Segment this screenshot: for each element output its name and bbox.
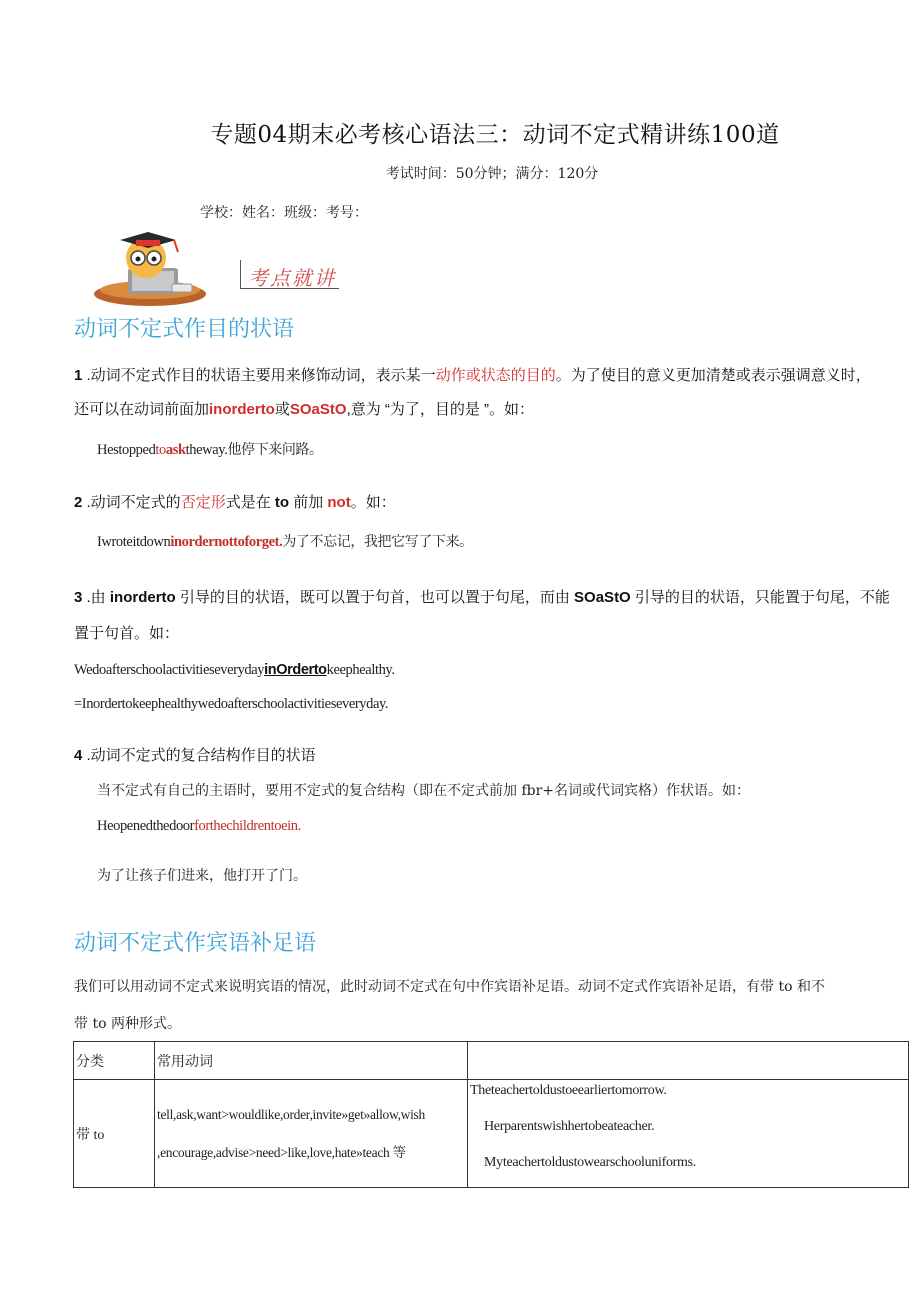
section-heading-complement: 动词不定式作宾语补足语 xyxy=(74,931,317,956)
table-cell-examples xyxy=(468,1080,909,1188)
item-text: 引导的目的状语，只能置于句尾，不能 xyxy=(630,589,890,606)
table-header-cell xyxy=(468,1042,909,1080)
table-header-cell: 常用动词 xyxy=(155,1042,468,1080)
section2-intro-line1: 我们可以用动词不定式来说明宾语的情况，此时动词不定式在句中作宾语补足语。动词不定式作宾语补足语，有带 to 和不 xyxy=(74,979,825,995)
example-text: keephealthy. xyxy=(326,662,395,678)
verbs-line: tell,ask,want>wouldlike,order,invite»get»allow,wish xyxy=(157,1106,425,1122)
example-highlight: ask xyxy=(165,442,186,458)
section2-intro-line2: 带 to 两种形式。 xyxy=(74,1016,181,1032)
item-text: 或 xyxy=(274,401,290,418)
item-text: 式是在 xyxy=(225,494,275,511)
item-highlight: 动作或状态的目的 xyxy=(435,367,556,384)
item2-example xyxy=(97,531,473,551)
keyword-soasto: SOaStO xyxy=(574,589,631,606)
item-text: .动词不定式作目的状语主要用来修饰动词，表示某一 xyxy=(82,367,436,384)
item1-line1 xyxy=(74,364,871,385)
item-text: .由 xyxy=(82,589,110,606)
example-text: theway. xyxy=(185,442,228,458)
item1-example xyxy=(97,439,323,459)
item-text: 引导的目的状语，既可以置于句首，也可以置于句尾，而由 xyxy=(175,589,575,606)
example-text: Hestopped xyxy=(97,442,156,458)
verbs-line: ,encourage,advise>need>like,love,hate»teach 等 xyxy=(157,1144,406,1160)
item3-example1 xyxy=(74,662,395,679)
item-text: 。为了使目的意义更加清楚或表示强调意义时， xyxy=(555,367,871,384)
section-heading-purpose: 动词不定式作目的状语 xyxy=(74,317,295,342)
exam-info: 考试时间：50分钟；满分：120分 xyxy=(385,166,599,182)
item-text: 。如： xyxy=(350,494,396,511)
item-number: 3 xyxy=(74,589,83,606)
item4-line1 xyxy=(74,744,316,765)
item4-translation: 为了让孩子们进来，他打开了门。 xyxy=(97,868,307,884)
item3-line2: 置于句首。如： xyxy=(74,625,180,642)
mascot-illustration xyxy=(88,228,208,308)
graduate-mascot-icon xyxy=(88,228,208,308)
item1-line2 xyxy=(74,398,534,419)
badge-label: 考点就讲 xyxy=(248,266,336,290)
verb-table xyxy=(73,1041,909,1188)
example-sentence: Herparentswishhertobeateacher. xyxy=(484,1119,655,1134)
example-text: Wedoafterschoolactivitieseveryday xyxy=(74,662,265,678)
keyword-inorderto: inorderto xyxy=(209,401,275,418)
example-translation: 他停下来问路。 xyxy=(227,442,323,458)
item2-line1 xyxy=(74,491,396,512)
item3-line1 xyxy=(74,586,890,607)
item-text: .动词不定式的复合结构作目的状语 xyxy=(82,747,316,764)
example-highlight: inordernottoforget. xyxy=(170,534,283,550)
item-number: 2 xyxy=(74,494,83,511)
table-row xyxy=(74,1080,909,1188)
page-title: 专题04期末必考核心语法三：动词不定式精讲练100道 xyxy=(210,122,780,148)
example-translation: 为了不忘记，我把它写了下来。 xyxy=(282,534,473,550)
example-text: Heopenedthedoor xyxy=(97,818,195,834)
item-number: 1 xyxy=(74,367,83,384)
item-highlight: 否定形 xyxy=(180,494,226,511)
example-sentence: Myteachertoldustowearschooluniforms. xyxy=(484,1155,696,1170)
keyword-inorderto: inorderto xyxy=(109,589,176,606)
item-text: ,意为 “为了，目的是 ”。如： xyxy=(346,401,535,418)
item-number: 4 xyxy=(74,747,83,764)
example-highlight: forthechildrentoein. xyxy=(194,818,301,834)
table-cell-category: 带 to xyxy=(74,1080,155,1188)
item4-example xyxy=(97,818,301,835)
table-header-row xyxy=(74,1042,909,1080)
keyword-to: to xyxy=(274,494,290,511)
student-info: 学校：姓名：班级：考号： xyxy=(200,205,368,221)
item-text: 前加 xyxy=(289,494,328,511)
example-highlight: to xyxy=(155,442,166,458)
item3-example2: =Inordertokeephealthywedoafterschoolactivitieseveryday. xyxy=(74,696,389,712)
example-sentence: Theteachertoldustoeearliertomorrow. xyxy=(470,1083,667,1098)
keyword-not: not xyxy=(327,494,351,511)
item-text: .动词不定式的 xyxy=(82,494,181,511)
example-text: Iwroteitdown xyxy=(97,534,171,550)
table-header-cell: 分类 xyxy=(74,1042,155,1080)
table-cell-verbs xyxy=(155,1080,468,1188)
example-highlight: inOrderto xyxy=(264,662,327,678)
item-text: 还可以在动词前面加 xyxy=(74,401,210,418)
keyword-soasto: SOaStO xyxy=(289,401,347,418)
item4-description: 当不定式有自己的主语时，要用不定式的复合结构（即在不定式前加 fbr+名词或代词宾格）作状语。如： xyxy=(97,783,751,799)
